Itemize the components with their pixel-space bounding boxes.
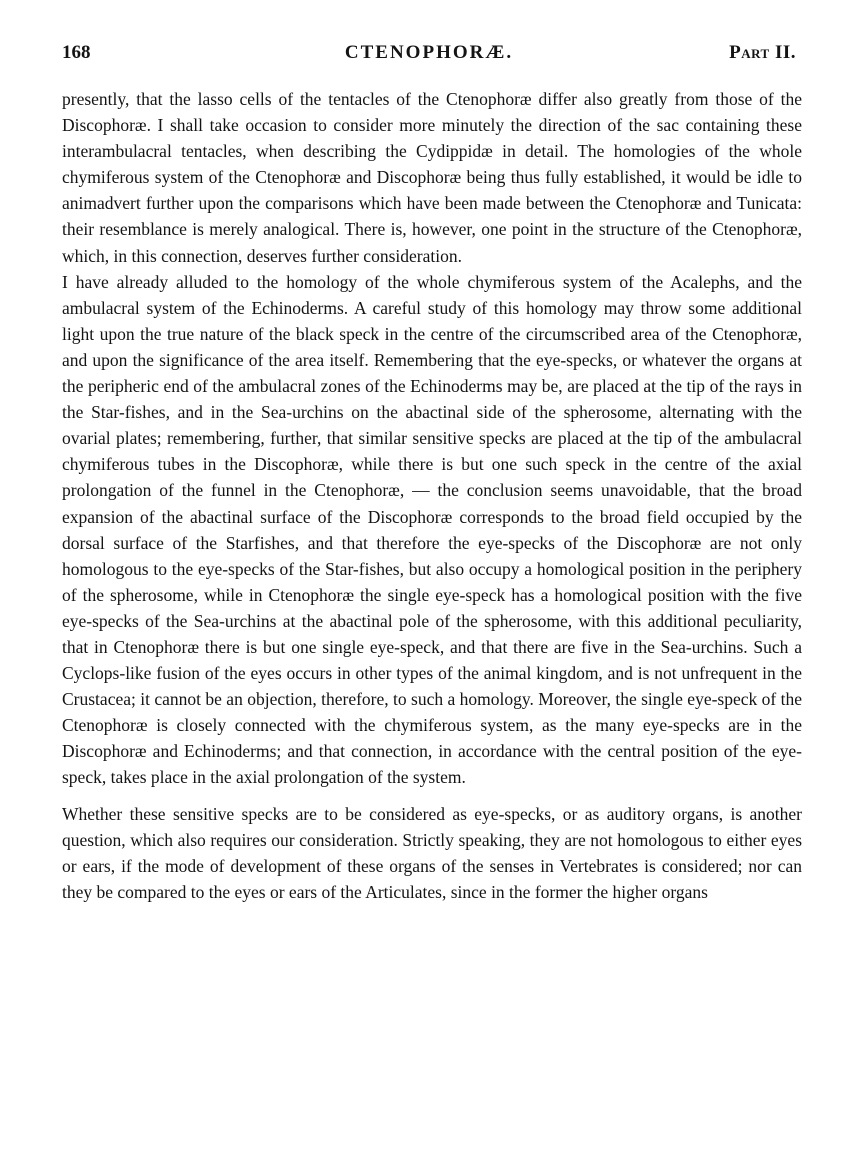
page-number: 168 (62, 42, 91, 63)
body-text (62, 86, 802, 905)
paragraph-continuation: presently, that the lasso cells of the tentacles of the Ctenophoræ differ also greatly from those of the Discophoræ. I shall take occasion to consider more minutely the direction of the sac containing these interambulacral tentacles, when describing the Cydippidæ in detail. The homologies of the whole chymiferous system of the Ctenophoræ and Discophoræ being thus fully established, it would be idle to animadvert further upon the comparisons which have been made between the Ctenophoræ and Tunicata: their resemblance is merely analogical. There is, however, one point in the structure of the Ctenophoræ, which, in this connection, deserves further consideration. (62, 89, 802, 266)
paragraph-homology: I have already alluded to the homology of the whole chymiferous system of the Acalephs, and the ambulacral system of the Echinoderms. A careful study of this homology may throw some additional light upon the true nature of the black speck in the centre of the circumscribed area of the Ctenophoræ, and upon the significance of the area itself. Remembering that the eye-specks, or whatever the organs at the peripheric end of the ambulacral zones of the Echinoderms may be, are placed at the tip of the rays in the Star-fishes, and in the Sea-urchins on the abactinal side of the spherosome, alternating with the ovarial plates; remembering, further, that similar sensitive specks are placed at the tip of the ambulacral chymiferous tubes in the Discophoræ, while there is but one such speck in the centre of the axial prolongation of the funnel in the Ctenophoræ, — the conclusion seems unavoidable, that the broad expansion of the abactinal surface of the Discophoræ corresponds to the broad field occupied by the dorsal surface of the Starfishes, and that therefore the eye-specks of the Discophoræ are not only homologous to the eye-specks of the Star-fishes, but also occupy a homological position in the periphery of the spherosome, while in Ctenophoræ the single eye-speck has a homological position with the five eye-specks of the Sea-urchins at the abactinal pole of the spherosome, with this additional peculiarity, that in Ctenophoræ there is but one single eye-speck, and that there are five in the Sea-urchins. Such a Cyclops-like fusion of the eyes occurs in other types of the animal kingdom, and is not unfrequent in the Crustacea; it cannot be an objection, therefore, to such a homology. Moreover, the single eye-speck of the Ctenophoræ is closely connected with the chymiferous system, as the many eye-specks are in the Discophoræ and Echinoderms; and that connection, in accordance with the central position of the eye-speck, takes place in the axial prolongation of the system. (62, 271, 802, 788)
paragraph-sensitive-specks: Whether these sensitive specks are to be considered as eye-specks, or as auditory organs, is another question, which also requires our consideration. Strictly speaking, they are not homologous to either eyes or ears, if the mode of development of these organs of the senses in Vertebrates is considered; nor can they be compared to the eyes or ears of the Articulates, since in the former the higher organs (62, 803, 802, 902)
part-label: Part II. (729, 42, 796, 63)
running-title: CTENOPHORÆ. (344, 42, 514, 63)
page-header (62, 42, 796, 70)
